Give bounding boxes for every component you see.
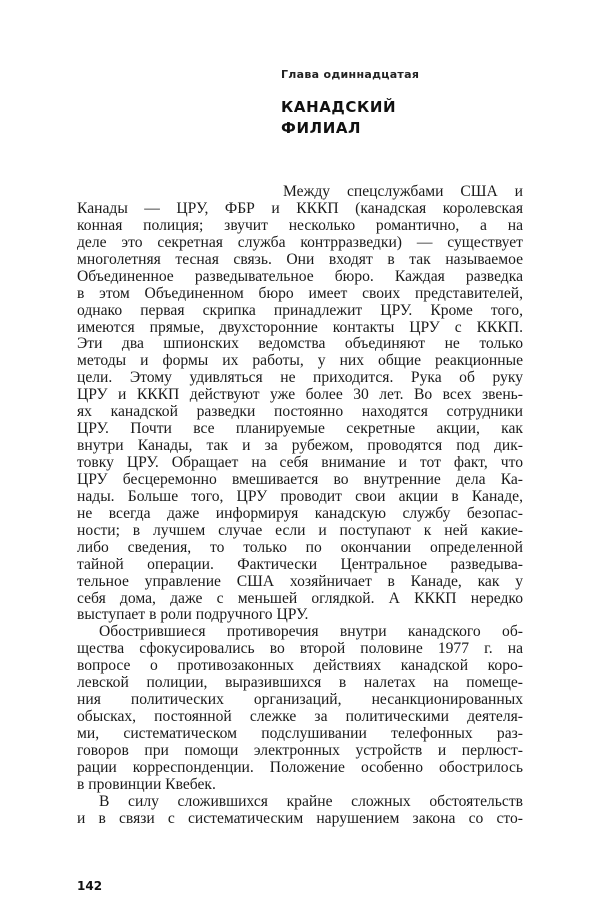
chapter-title-line: КАНАДСКИЙ (281, 98, 397, 116)
text-line: конная полиция; звучит несколько романтично, а на (77, 216, 523, 234)
chapter-title (281, 97, 396, 139)
text-line: тельное управление США хозяйничает в Канаде, как у (77, 572, 523, 590)
text-line: ЦРУ. Почти все планируемые секретные акции, как (77, 420, 523, 438)
text-line: цели. Этому удивляться не приходится. Рука об руку (77, 369, 523, 387)
text-line: ния политических организаций, несанкционированных (77, 691, 523, 709)
text-line: многолетняя тесная связь. Они входят в так называемое (77, 250, 523, 268)
text-line: не всегда даже информируя канадскую службу безопас- (77, 504, 523, 522)
paragraph (77, 184, 523, 624)
text-line: говоров при помощи электронных устройств и перлюст- (77, 741, 523, 759)
text-line: и в связи с систематическим нарушением закона со сто- (77, 809, 523, 827)
text-line: либо сведения, то только по окончании определенной (77, 538, 523, 556)
text-line: левской полиции, выразившихся в налетах на помеще- (77, 674, 523, 692)
text-line: рации корреспонденции. Положение особенно обострилось (77, 758, 523, 776)
text-line: имеются прямые, двухсторонние контакты ЦРУ с КККП. (77, 318, 523, 336)
text-line: Объединенное разведывательное бюро. Каждая разведка (77, 267, 523, 285)
paragraph (77, 624, 523, 793)
body-text (77, 184, 523, 828)
text-line: товку ЦРУ. Обращает на себя внимание и тот факт, что (77, 454, 523, 471)
chapter-title-line: ФИЛИАЛ (281, 119, 362, 137)
text-line: обысках, постоянной слежке за политическими деятеля- (77, 708, 523, 726)
text-line: ях канадской разведки постоянно находятся сотрудники (77, 403, 523, 421)
chapter-label: Глава одиннадцатая (281, 68, 420, 81)
text-line: Между спецслужбами США и (283, 183, 523, 200)
text-line: в провинции Квебек. (77, 775, 216, 793)
page-number: 142 (77, 879, 103, 893)
text-line: ности; в лучшем случае если и поступают к ней какие- (77, 521, 523, 539)
text-line: В силу сложившихся крайне сложных обстоятельств (99, 792, 523, 810)
text-line: нады. Больше того, ЦРУ проводит свои акции в Канаде, (77, 487, 523, 505)
text-line: ми, систематическом подслушивании телефонных раз- (77, 725, 523, 742)
text-line: себя дома, даже с меньшей оглядкой. А КККП нередко (77, 589, 523, 607)
text-line: Эти два шпионских ведомства объединяют не только (77, 335, 523, 353)
text-line: деле это секретная служба контрразведки) — существует (77, 233, 523, 251)
text-line: Канады — ЦРУ, ФБР и КККП (канадская королевская (77, 199, 523, 217)
text-line: ЦРУ и КККП действуют уже более 30 лет. Во всех звень- (77, 386, 523, 404)
text-line: однако первая скрипка принадлежит ЦРУ. Кроме того, (77, 301, 523, 319)
text-line: вопросе о противозаконных действиях канадской коро- (77, 657, 523, 675)
text-line: щества сфокусировались во второй половине 1977 г. на (77, 640, 523, 658)
text-line: выступает в роли подручного ЦРУ. (77, 606, 309, 624)
text-line: методы и формы их работы, у них общие реакционные (77, 352, 523, 370)
paragraph (77, 794, 523, 828)
text-line: Обострившиеся противоречия внутри канадского об- (99, 623, 523, 641)
text-line: тайной операции. Фактически Центральное разведыва- (77, 555, 523, 573)
text-line: внутри Канады, так и за рубежом, проводятся под дик- (77, 437, 523, 455)
text-line: ЦРУ бесцеремонно вмешивается во внутренние дела Ка- (77, 470, 523, 488)
text-line: в этом Объединенном бюро имеет своих представителей, (77, 284, 523, 302)
